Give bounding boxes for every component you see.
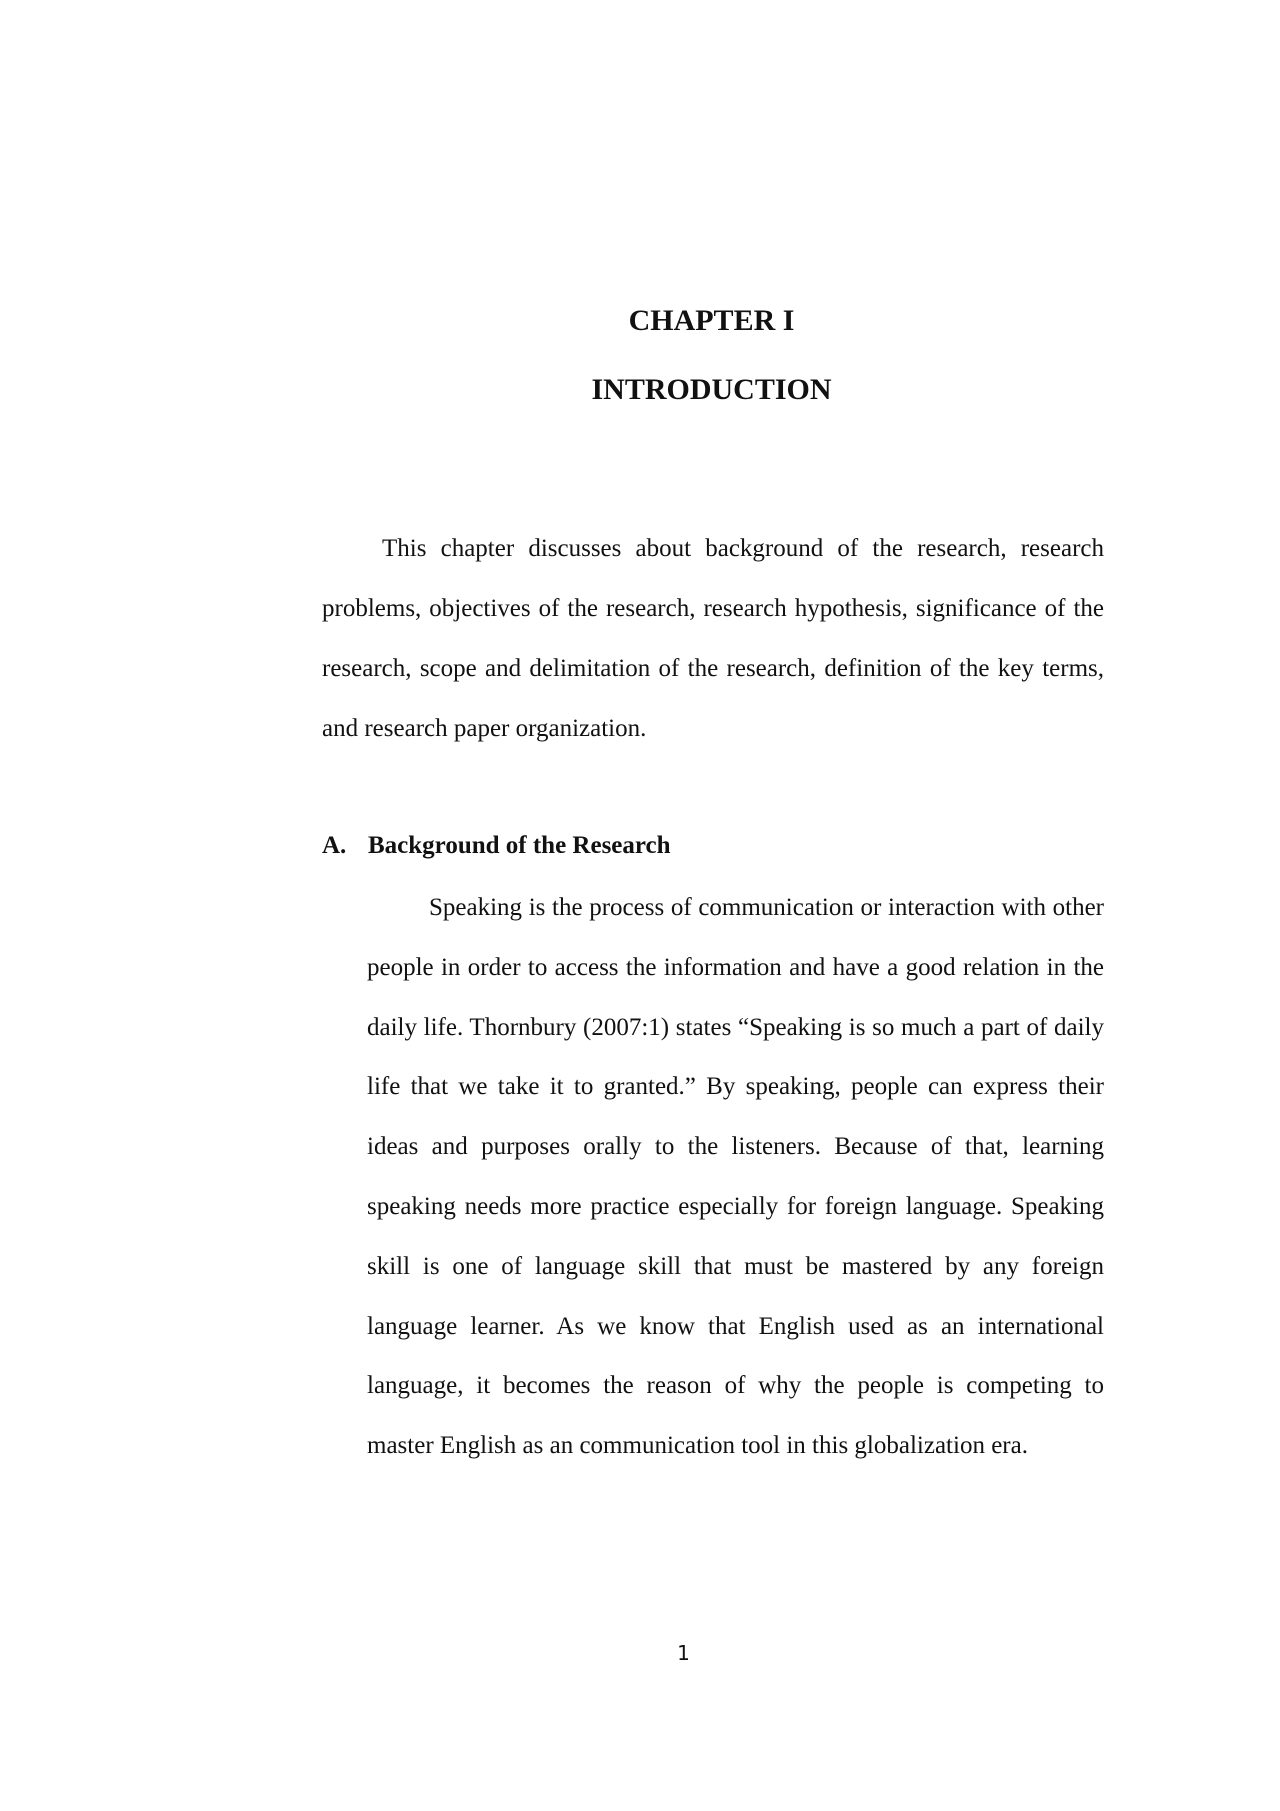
section-heading-text: Background of the Research xyxy=(368,832,671,859)
chapter-label: CHAPTER I xyxy=(628,304,795,337)
section-marker: A. xyxy=(322,832,347,859)
section-heading xyxy=(322,828,671,864)
chapter-title: INTRODUCTION xyxy=(591,373,832,406)
background-paragraph: Speaking is the process of communication or interaction with other people in order to access the information and have a good relation in the daily life. Thornbury (2007:1) states “Speaking is so much a part of daily life that we take it to granted.” By speaking, people can express their ideas and purposes orally to the listeners. Because of that, learning speaking needs more practice especially for foreign language. Speaking skill is one of language skill that must be mastered by any foreign language learner. As we know that English used as an international language, it becomes the reason of why the people is competing to master English as an communication tool in this globalization era. xyxy=(367,894,1104,1460)
intro-paragraph: This chapter discusses about background of the research, research problems, objectives of the research, research hypothesis, significance of the research, scope and delimitation of the research, definition of the key terms, and research paper organization. xyxy=(322,535,1104,742)
page-number: 1 xyxy=(677,1641,690,1665)
